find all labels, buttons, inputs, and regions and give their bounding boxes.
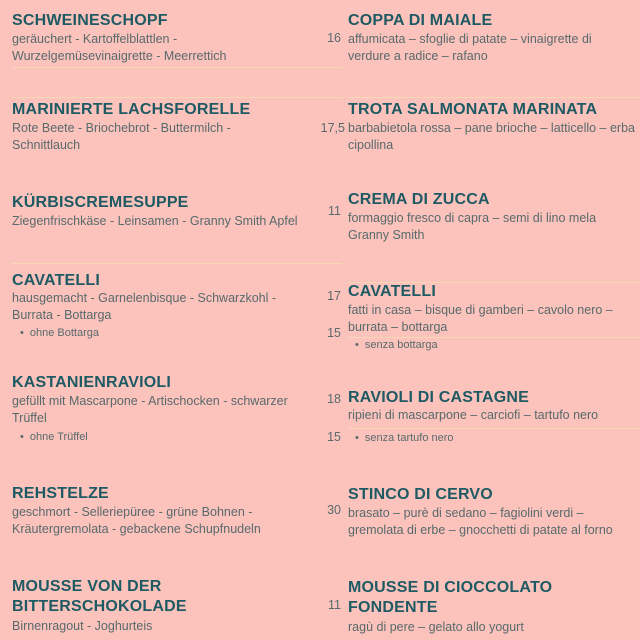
dish-desc-de: geräuchert - Kartoffelblattlen - Wurzelgemüsevinaigrette - Meerrettich — [12, 32, 227, 63]
dish-desc-it: formaggio fresco di capra – semi di lino mela Granny Smith — [348, 211, 597, 242]
dish-title-de: REHSTELZE — [12, 485, 109, 502]
dish-price: 17,5 — [320, 121, 345, 135]
variant-price: 15 — [327, 430, 341, 444]
dish-desc-de: gefüllt mit Mascarpone - Artischocken - schwarzer Trüffel — [12, 394, 288, 425]
dish-title-de: KÜRBISCREMESUPPE — [12, 194, 189, 211]
dish-title-de: KASTANIENRAVIOLI — [12, 374, 172, 391]
dish-price: 18 — [327, 392, 341, 406]
dish-price: 11 — [328, 598, 341, 612]
divider — [12, 67, 342, 68]
dish-title-de: SCHWEINESCHOPF — [12, 12, 168, 29]
divider — [348, 97, 640, 98]
dish-price: 16 — [327, 31, 341, 45]
dish-desc-de: Ziegenfrischkäse - Leinsamen - Granny Smith Apfel — [12, 214, 298, 228]
dish-title-de: CAVATELLI — [12, 272, 101, 289]
dish-desc-de: Rote Beete - Briochebrot - Buttermilch - Schnittlauch — [12, 121, 231, 152]
dish-title-de: MOUSSE VON DER BITTERSCHOKOLADE — [12, 578, 187, 615]
dish-title-de: MARINIERTE LACHSFORELLE — [12, 101, 251, 118]
dish-title-it: MOUSSE DI CIOCCOLATO FONDENTE — [348, 579, 553, 616]
dish-variant-de: • ohne Trüffel — [20, 430, 88, 444]
dish-title-it: COPPA DI MAIALE — [348, 12, 493, 29]
dish-price: 30 — [327, 503, 341, 517]
dish-desc-de: geschmort - Selleriepüree - grüne Bohnen - Kräutergremolata - gebackene Schupfnudeln — [12, 505, 261, 536]
divider — [348, 428, 640, 429]
dish-variant-it: • senza tartufo nero — [355, 431, 454, 445]
dish-title-it: STINCO DI CERVO — [348, 486, 493, 503]
dish-title-it: RAVIOLI DI CASTAGNE — [348, 389, 529, 406]
dish-desc-it: fatti in casa – bisque di gamberi – cavolo nero – burrata – bottarga — [348, 303, 613, 334]
dish-title-it: TROTA SALMONATA MARINATA — [348, 101, 598, 118]
dish-price: 17 — [327, 289, 341, 303]
dish-desc-it: ragù di pere – gelato allo yogurt — [348, 620, 524, 634]
divider — [12, 263, 342, 264]
dish-desc-de: hausgemacht - Garnelenbisque - Schwarzkohl - Burrata - Bottarga — [12, 291, 277, 322]
dish-title-it: CAVATELLI — [348, 283, 437, 300]
dish-desc-it: affumicata – sfoglie di patate – vinaigrette di verdure a radice – rafano — [348, 32, 592, 63]
variant-price: 15 — [327, 326, 341, 340]
dish-variant-it: • senza bottarga — [355, 338, 438, 352]
divider — [12, 97, 342, 98]
dish-desc-it: barbabietola rossa – pane brioche – latticello – erba cipollina — [348, 121, 635, 152]
dish-title-it: CREMA DI ZUCCA — [348, 191, 490, 208]
dish-desc-it: brasato – purè di sedano – fagiolini verdi – gremolata di erbe – gnocchetti di patate al forno — [348, 506, 613, 537]
dish-desc-it: ripieni di mascarpone – carciofi – tartufo nero — [348, 408, 599, 422]
dish-desc-de: Birnenragout - Joghurteis — [12, 619, 153, 633]
dish-variant-de: • ohne Bottarga — [20, 326, 99, 340]
dish-price: 11 — [328, 204, 341, 218]
